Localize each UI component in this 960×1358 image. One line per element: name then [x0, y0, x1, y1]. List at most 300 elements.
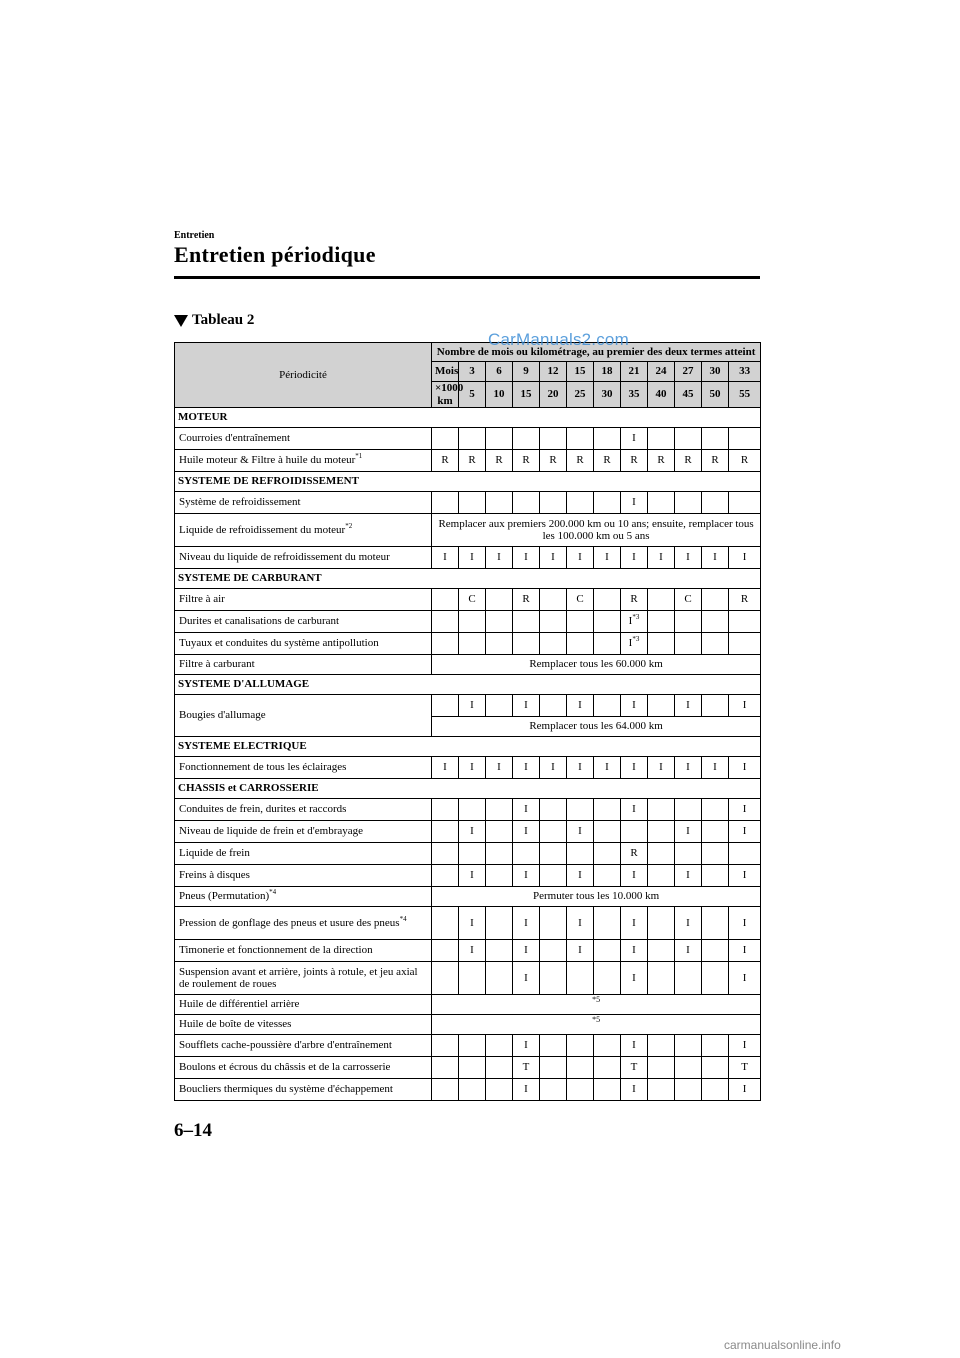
schedule-cell [432, 695, 459, 717]
schedule-cell [540, 1057, 567, 1079]
schedule-cell [648, 1079, 675, 1101]
table-row [175, 907, 761, 940]
table-row [175, 547, 761, 569]
schedule-cell [540, 962, 567, 995]
section-title: SYSTEME DE CARBURANT [175, 569, 761, 589]
schedule-cell: I [594, 757, 621, 779]
schedule-cell: I [567, 907, 594, 940]
item-label: Système de refroidissement [179, 496, 301, 509]
table-row [175, 492, 761, 514]
schedule-cell: I [675, 940, 702, 962]
item-label: Courroies d'entraînement [179, 432, 291, 445]
schedule-cell [594, 843, 621, 865]
item-label-cell [175, 450, 432, 472]
schedule-cell [432, 633, 459, 655]
schedule-cell [648, 865, 675, 887]
schedule-cell [621, 611, 648, 633]
schedule-cell: I [621, 1035, 648, 1057]
schedule-cell: R [621, 589, 648, 611]
footnote-marker: *4 [269, 888, 277, 897]
item-label: Niveau du liquide de refroidissement du moteur [179, 551, 390, 564]
item-label-cell [175, 655, 432, 675]
schedule-cell: I [621, 799, 648, 821]
schedule-cell [594, 865, 621, 887]
schedule-cell: I [513, 821, 540, 843]
schedule-cell [648, 907, 675, 940]
schedule-cell: I [621, 865, 648, 887]
item-label: Pneus (Permutation) [179, 890, 270, 903]
schedule-cell: I [513, 799, 540, 821]
schedule-cell [729, 611, 761, 633]
month-value: 18 [594, 362, 621, 382]
month-value: 15 [567, 362, 594, 382]
schedule-cell: I [459, 907, 486, 940]
section-row [175, 737, 761, 757]
schedule-cell: I [594, 547, 621, 569]
item-label: Filtre à air [179, 593, 225, 606]
schedule-cell: R [540, 450, 567, 472]
schedule-cell [567, 633, 594, 655]
schedule-cell [486, 695, 513, 717]
schedule-cell [648, 1035, 675, 1057]
schedule-cell [675, 799, 702, 821]
schedule-cell: C [675, 589, 702, 611]
schedule-cell [729, 428, 761, 450]
month-value: 9 [513, 362, 540, 382]
schedule-cell [702, 843, 729, 865]
schedule-cell [675, 1079, 702, 1101]
schedule-cell [702, 611, 729, 633]
schedule-cell [432, 940, 459, 962]
schedule-cell [567, 1057, 594, 1079]
schedule-cell [594, 1079, 621, 1101]
schedule-cell [459, 799, 486, 821]
schedule-cell: I [567, 547, 594, 569]
schedule-cell: I [486, 757, 513, 779]
schedule-cell [648, 821, 675, 843]
schedule-cell [675, 611, 702, 633]
schedule-cell [648, 589, 675, 611]
schedule-cell: I [675, 695, 702, 717]
schedule-cell: I [729, 907, 761, 940]
schedule-cell [702, 1035, 729, 1057]
schedule-cell: I [702, 547, 729, 569]
schedule-cell [432, 821, 459, 843]
item-label: Niveau de liquide de frein et d'embrayage [179, 825, 364, 838]
section-row [175, 569, 761, 589]
title-rule [174, 276, 760, 279]
schedule-cell: R [459, 450, 486, 472]
schedule-cell: I [621, 907, 648, 940]
schedule-cell [459, 611, 486, 633]
footnote-ref: *5 [432, 995, 761, 1015]
km-value: 15 [513, 382, 540, 408]
schedule-cell [459, 492, 486, 514]
table-row [175, 1015, 761, 1035]
schedule-cell [513, 492, 540, 514]
schedule-cell: I [513, 962, 540, 995]
item-label: Huile moteur & Filtre à huile du moteur [179, 454, 356, 467]
footer-site-url[interactable]: carmanualsonline.info [724, 1338, 841, 1352]
schedule-cell: I [621, 962, 648, 995]
item-label-cell [175, 887, 432, 907]
table-row [175, 962, 761, 995]
schedule-value: I [628, 615, 633, 628]
table-row [175, 1057, 761, 1079]
schedule-cell [486, 428, 513, 450]
schedule-cell [648, 962, 675, 995]
schedule-cell: I [648, 547, 675, 569]
km-value: 20 [540, 382, 567, 408]
schedule-cell [594, 633, 621, 655]
schedule-cell: I [459, 695, 486, 717]
schedule-cell [459, 843, 486, 865]
km-value: 30 [594, 382, 621, 408]
schedule-cell [432, 492, 459, 514]
schedule-cell [486, 799, 513, 821]
item-label-cell [175, 633, 432, 655]
schedule-cell [432, 799, 459, 821]
schedule-cell [486, 821, 513, 843]
item-label: Pression de gonflage des pneus et usure des pneus [179, 916, 400, 929]
section-label: Entretien [174, 230, 215, 241]
schedule-cell [540, 1079, 567, 1101]
schedule-cell [648, 843, 675, 865]
month-value: 24 [648, 362, 675, 382]
month-value: 12 [540, 362, 567, 382]
schedule-cell [729, 843, 761, 865]
section-title: SYSTEME D'ALLUMAGE [175, 675, 761, 695]
footnote-marker: *3 [632, 613, 640, 622]
item-label-cell [175, 547, 432, 569]
schedule-cell [594, 1035, 621, 1057]
schedule-cell [594, 1057, 621, 1079]
schedule-cell [594, 428, 621, 450]
schedule-cell: I [513, 940, 540, 962]
schedule-cell: R [648, 450, 675, 472]
item-label: Soufflets cache-poussière d'arbre d'entraînement [179, 1039, 392, 1052]
schedule-cell [729, 492, 761, 514]
schedule-cell [594, 799, 621, 821]
schedule-cell: I [567, 821, 594, 843]
schedule-cell [459, 1057, 486, 1079]
schedule-cell: I [675, 821, 702, 843]
table-row [175, 887, 761, 907]
table-row [175, 428, 761, 450]
schedule-cell: I [513, 1079, 540, 1101]
schedule-cell: R [621, 450, 648, 472]
interval-text: Remplacer tous les 60.000 km [432, 655, 761, 675]
schedule-cell: I [729, 799, 761, 821]
schedule-cell [486, 843, 513, 865]
schedule-cell [540, 633, 567, 655]
schedule-cell [594, 962, 621, 995]
schedule-cell [513, 843, 540, 865]
item-label-cell [175, 514, 432, 547]
schedule-cell: I [621, 940, 648, 962]
item-label-cell [175, 1079, 432, 1101]
schedule-cell: R [432, 450, 459, 472]
item-label: Liquide de refroidissement du moteur [179, 523, 346, 536]
schedule-cell: I [459, 821, 486, 843]
schedule-cell [621, 633, 648, 655]
schedule-cell: I [567, 695, 594, 717]
section-title: MOTEUR [175, 408, 761, 428]
section-row [175, 779, 761, 799]
maintenance-table [174, 342, 761, 1101]
month-value: 30 [702, 362, 729, 382]
schedule-cell: R [675, 450, 702, 472]
triangle-down-icon [174, 315, 188, 327]
item-label-cell [175, 611, 432, 633]
schedule-cell [594, 907, 621, 940]
schedule-cell [702, 633, 729, 655]
schedule-cell [702, 907, 729, 940]
schedule-cell: I [621, 547, 648, 569]
schedule-cell [486, 633, 513, 655]
schedule-value: I [628, 637, 633, 650]
interval-text: Remplacer aux premiers 200.000 km ou 10 ans; ensuite, remplacer tous les 100.000 km ou 5 ans [432, 514, 761, 547]
schedule-cell [567, 492, 594, 514]
schedule-cell [540, 821, 567, 843]
schedule-cell [594, 611, 621, 633]
schedule-cell: I [675, 757, 702, 779]
item-label-cell [175, 995, 432, 1015]
schedule-cell [594, 940, 621, 962]
table-row [175, 940, 761, 962]
schedule-cell: I [621, 428, 648, 450]
item-label-cell [175, 695, 432, 737]
page-number: 6–14 [174, 1120, 212, 1141]
month-value: 21 [621, 362, 648, 382]
schedule-cell: I [729, 962, 761, 995]
schedule-cell [702, 962, 729, 995]
schedule-cell: I [675, 907, 702, 940]
footnote-ref: *5 [432, 1015, 761, 1035]
item-label: Huile de boîte de vitesses [179, 1018, 292, 1031]
section-row [175, 472, 761, 492]
schedule-cell [702, 589, 729, 611]
schedule-cell: R [729, 450, 761, 472]
schedule-cell [540, 1035, 567, 1057]
schedule-cell [540, 843, 567, 865]
schedule-cell [540, 940, 567, 962]
schedule-cell [540, 492, 567, 514]
schedule-cell [486, 962, 513, 995]
item-label: Liquide de frein [179, 847, 250, 860]
schedule-cell [432, 428, 459, 450]
schedule-cell [648, 940, 675, 962]
schedule-cell [432, 907, 459, 940]
table-row [175, 995, 761, 1015]
schedule-cell: I [540, 757, 567, 779]
schedule-cell: I [432, 757, 459, 779]
schedule-cell [675, 428, 702, 450]
table-row [175, 514, 761, 547]
item-label-cell [175, 1035, 432, 1057]
schedule-cell: I [621, 492, 648, 514]
item-label: Fonctionnement de tous les éclairages [179, 761, 347, 774]
km-label: ×1000 km [432, 382, 459, 408]
schedule-cell [540, 428, 567, 450]
schedule-cell: I [567, 757, 594, 779]
schedule-cell: I [432, 547, 459, 569]
schedule-cell: I [621, 1079, 648, 1101]
table-row [175, 611, 761, 633]
schedule-cell [540, 907, 567, 940]
schedule-cell [540, 865, 567, 887]
item-label: Boulons et écrous du châssis et de la carrosserie [179, 1061, 391, 1074]
table-row [175, 843, 761, 865]
schedule-cell: I [567, 865, 594, 887]
item-label-cell [175, 865, 432, 887]
periodicite-header: Périodicité [175, 343, 432, 408]
schedule-cell: I [729, 1079, 761, 1101]
table-row [175, 799, 761, 821]
schedule-cell [675, 1035, 702, 1057]
schedule-cell [648, 428, 675, 450]
schedule-cell [648, 695, 675, 717]
table-row [175, 589, 761, 611]
schedule-cell [675, 962, 702, 995]
page-title: Entretien périodique [174, 242, 376, 267]
schedule-cell [567, 843, 594, 865]
schedule-cell: I [621, 757, 648, 779]
item-label: Timonerie et fonctionnement de la direction [179, 944, 373, 957]
schedule-cell [675, 492, 702, 514]
schedule-cell [648, 492, 675, 514]
schedule-cell: I [567, 940, 594, 962]
item-label: Filtre à carburant [179, 658, 255, 671]
km-value: 55 [729, 382, 761, 408]
item-label-cell [175, 907, 432, 940]
item-label-cell [175, 799, 432, 821]
footnote-marker: *1 [355, 452, 363, 461]
schedule-cell: I [513, 865, 540, 887]
schedule-cell: R [486, 450, 513, 472]
schedule-cell: I [540, 547, 567, 569]
schedule-cell: I [675, 547, 702, 569]
table-row [175, 450, 761, 472]
schedule-cell [513, 633, 540, 655]
schedule-cell: T [621, 1057, 648, 1079]
schedule-cell [432, 865, 459, 887]
item-label: Freins à disques [179, 869, 250, 882]
footnote-marker: *4 [399, 914, 407, 923]
schedule-cell [486, 1079, 513, 1101]
item-label-cell [175, 962, 432, 995]
item-label: Huile de différentiel arrière [179, 998, 300, 1011]
schedule-cell [567, 962, 594, 995]
schedule-cell [486, 1057, 513, 1079]
km-value: 50 [702, 382, 729, 408]
section-row [175, 408, 761, 428]
schedule-cell [432, 1057, 459, 1079]
schedule-cell: T [729, 1057, 761, 1079]
schedule-cell: I [513, 547, 540, 569]
item-label-cell [175, 843, 432, 865]
footnote-marker: *3 [632, 635, 640, 644]
schedule-cell: I [729, 821, 761, 843]
month-value: 33 [729, 362, 761, 382]
item-label: Suspension avant et arrière, joints à rotule, et jeu axial de roulement de roues [179, 965, 418, 991]
month-value: 6 [486, 362, 513, 382]
interval-text: Remplacer tous les 64.000 km [432, 717, 761, 737]
schedule-cell [702, 865, 729, 887]
schedule-cell: I [513, 1035, 540, 1057]
interval-header: Nombre de mois ou kilométrage, au premier des deux termes atteint [432, 343, 761, 362]
schedule-cell: I [486, 547, 513, 569]
schedule-cell: I [513, 907, 540, 940]
schedule-cell: I [729, 757, 761, 779]
schedule-cell: I [648, 757, 675, 779]
table-row [175, 633, 761, 655]
table-row [175, 1079, 761, 1101]
table-heading [174, 312, 254, 329]
schedule-cell: I [729, 547, 761, 569]
km-value: 25 [567, 382, 594, 408]
schedule-cell [648, 799, 675, 821]
table-heading-text: Tableau 2 [192, 312, 255, 328]
schedule-cell [648, 1057, 675, 1079]
schedule-cell: I [459, 757, 486, 779]
month-value: 3 [459, 362, 486, 382]
schedule-cell [513, 611, 540, 633]
schedule-cell [459, 633, 486, 655]
schedule-cell [486, 1035, 513, 1057]
schedule-cell [702, 821, 729, 843]
item-label: Durites et canalisations de carburant [179, 615, 340, 628]
schedule-cell [648, 611, 675, 633]
item-label-cell [175, 940, 432, 962]
schedule-cell [702, 428, 729, 450]
item-label-cell [175, 1015, 432, 1035]
item-label-cell [175, 492, 432, 514]
section-title: CHASSIS et CARROSSERIE [175, 779, 761, 799]
section-row [175, 675, 761, 695]
interval-text: Permuter tous les 10.000 km [432, 887, 761, 907]
schedule-cell: I [729, 695, 761, 717]
schedule-cell [432, 611, 459, 633]
schedule-cell [594, 821, 621, 843]
schedule-cell: C [567, 589, 594, 611]
schedule-cell [702, 1079, 729, 1101]
schedule-cell: R [513, 450, 540, 472]
section-title: SYSTEME ELECTRIQUE [175, 737, 761, 757]
table-row [175, 757, 761, 779]
schedule-cell [486, 865, 513, 887]
footnote-marker: *2 [345, 521, 353, 530]
section-title: SYSTEME DE REFROIDISSEMENT [175, 472, 761, 492]
schedule-cell [621, 821, 648, 843]
schedule-cell [459, 962, 486, 995]
schedule-cell [432, 962, 459, 995]
schedule-cell [567, 799, 594, 821]
schedule-cell [486, 907, 513, 940]
schedule-cell: C [459, 589, 486, 611]
schedule-cell [459, 1079, 486, 1101]
schedule-cell [459, 428, 486, 450]
table-row [175, 695, 761, 717]
month-value: 27 [675, 362, 702, 382]
schedule-cell [459, 1035, 486, 1057]
months-label: Mois [432, 362, 459, 382]
schedule-cell: I [675, 865, 702, 887]
table-row [175, 1035, 761, 1057]
item-label-cell [175, 821, 432, 843]
watermark: CarManuals2.com [488, 330, 629, 349]
schedule-cell: I [459, 865, 486, 887]
